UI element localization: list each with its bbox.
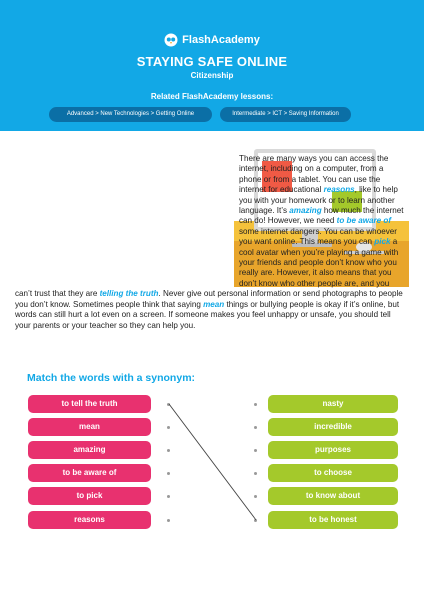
right-word-3[interactable]: purposes — [268, 441, 398, 459]
keyword-mean: mean — [203, 299, 225, 309]
lesson-link-advanced[interactable]: Advanced > New Technologies > Getting Online — [49, 107, 212, 122]
right-word-2[interactable]: incredible — [268, 418, 398, 436]
lesson-link-intermediate[interactable]: Intermediate > ICT > Saving Information — [220, 107, 351, 122]
intro-text: There are many ways you can access the internet, including on a computer, from a phone or from a tablet. You can use the internet for educational reasons, like to help you with your homework or to learn another language. It’s amazing how much the internet can do! However, we need to be aware of some internet dangers. You can be whoever you want online. This means you can pick a cool avatar when you’re playing a game with your friends and people don’t know who you really are. However, it also means that you don’t know who other people are, and you can’t trust that they are telling the truth. Never give out personal information or send photographs to people you don’t know. Sometimes people think that saying mean things or bullying people is okay if it’s online, but words can still hurt a lot even on a screen. If someone makes you feel unhappy or unsafe, you should tell your parents or your teacher so they can help you. — [15, 154, 404, 330]
keyword-amazing: amazing — [289, 206, 322, 216]
keyword-reasons: reasons — [323, 185, 355, 195]
related-lessons-heading: Related FlashAcademy lessons: — [150, 92, 274, 101]
left-word-4[interactable]: to be aware of — [28, 464, 151, 482]
keyword-pick: pick — [374, 237, 391, 247]
keyword-telling-the-truth: telling the truth — [99, 289, 159, 299]
right-word-4[interactable]: to choose — [268, 464, 398, 482]
page-subtitle: Citizenship — [190, 71, 234, 80]
left-word-5[interactable]: to pick — [28, 487, 151, 505]
right-word-5[interactable]: to know about — [268, 487, 398, 505]
left-word-2[interactable]: mean — [28, 418, 151, 436]
keyword-to-be-aware-of: to be aware of — [336, 216, 392, 226]
activity-title: Match the words with a synonym: — [27, 372, 196, 384]
page-title: STAYING SAFE ONLINE — [136, 54, 288, 69]
right-word-1[interactable]: nasty — [268, 395, 398, 413]
left-word-3[interactable]: amazing — [28, 441, 151, 459]
left-word-6[interactable]: reasons — [28, 511, 151, 529]
right-word-6[interactable]: to be honest — [268, 511, 398, 529]
brand-name: FlashAcademy — [182, 34, 260, 46]
left-word-1[interactable]: to tell the truth — [28, 395, 151, 413]
